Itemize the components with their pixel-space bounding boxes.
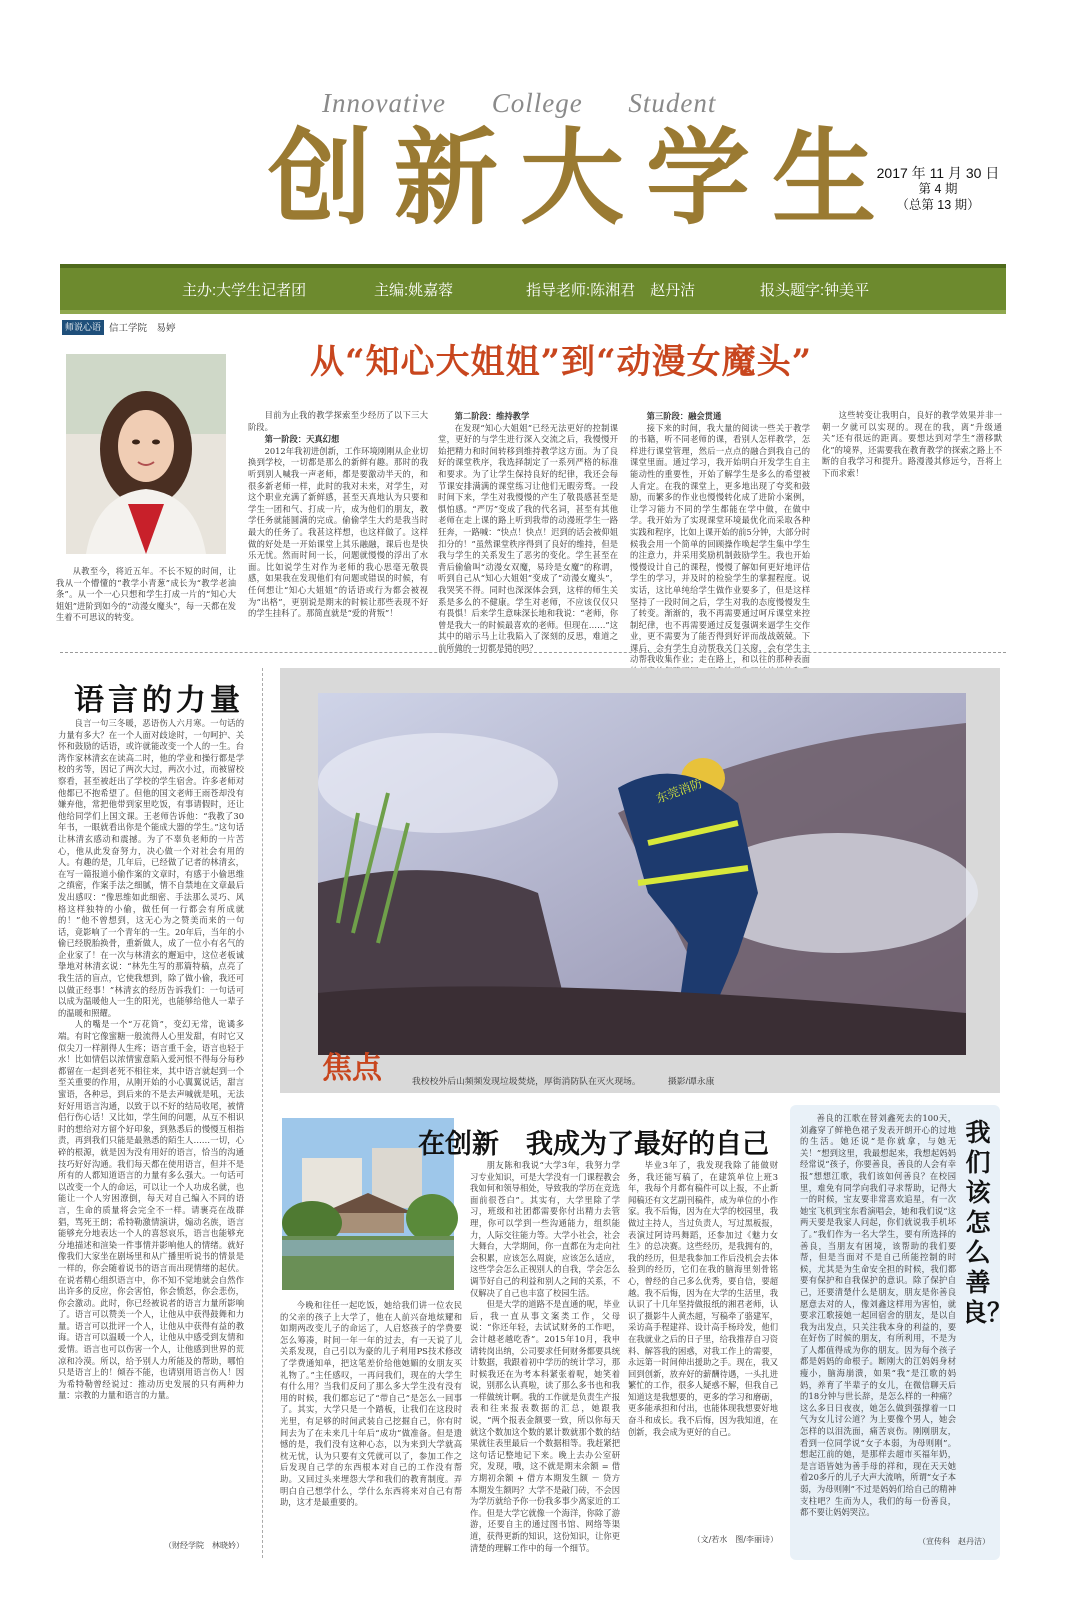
issue-number: 第 4 期	[918, 182, 958, 196]
feature-col-2: 第二阶段：维持教学 在发现“知心大姐姐”已经无法更好的控制课堂，更好的与学生进行深入交流之后，我慢慢开始把精力和时间转移到维持教学这方面。为了良好的课堂秩序，我选择制定了一系列严格的标准和要求。为了让学生保持良好的纪律，我还会每节课安排满满的课堂练习让他们无暇旁骛。一段时间下来，学生对我慢慢的产生了敬畏感甚至是惧怕感。“严厉”变成了我的代名词，甚至有其他老师在走上课的路上听到我带的动漫班学生一路狂奔，一路喊：“快点！快点！迟到的话会被仰姐扣分的！”虽然课堂秩序得到了良好的维持，但是我与学生的关系发生了恶劣的变化。学生甚至在背后偷偷叫“动漫女双魔，易玲是女魔”的称谓，听到自己从“知心大姐姐”变成了“动漫女魔头”，我哭笑不得。同时也深深体会到，这样的师生关系是多么的不健康。学生对老师，不应该仅仅只有畏惧！后来学生意味深长地和我说：“老师，你曾是我大一的时候最喜欢的老师。但现在……”这其中的暗示马上让我陷入了深刻的反思，难道之前所做的一切都是错的吗？	[438, 411, 618, 653]
feature-byline: 信工学院 易婷	[109, 323, 176, 334]
stage3-title: 第三阶段：融会贯通	[646, 411, 722, 421]
self-story-col-3: 毕业3年了，我发现我除了能做财务，我还能写稿了，在建筑单位上班3年，我每个月都有稿件可以上报，不止新闻稿还有文艺副刊稿件，成为单位的小作家。我不后悔，因为在大学的校园里，我做过主持人，当过负责人，写过黑板报，表演过阿诗玛舞蹈，还参加过《魅力女生》的总决赛。这些经历，是我拥有的，我的经历，但是我参加工作后没机会去体验到的经历，它们在我的脑海里刻骨铭心，曾经的自己多么优秀，要自信，要超越。我不后悔，因为在大学的生活里，我认识了十几年坚持做报纸的湘君老师，认识了摄影牛人黄杰超，写稿牵了骆建军，采访高手程建祥、设计高手杨玲发，他们在我就业之后的日子里，给我推荐自习资料、解答我的困惑，对我工作上的需要，永远第一时间伸出援助之手。现在，我又回到创新，放弃好的薪酬待遇，一头扎进繁忙的工作，很多人疑惑不解，但我自己知道这是我想要的，更多的学习和磨砺，更多能承担和付出，也能体现我想要好地奋斗和成长。我不后悔，因为我知道，在创新，我会成为更好的自己。	[628, 1160, 778, 1437]
credit-editor: 主编:姚嘉蓉	[374, 282, 454, 299]
credit-host: 主办:大学生记者团	[182, 282, 307, 299]
photo-caption: 我校校外后山频频发现垃圾焚烧，厚街消防队在灭火现场。	[412, 1076, 641, 1086]
kindness-body: 善良的江歌在替刘鑫死去的100天，刘鑫穿了鲜艳色裙子发表开朗开心的过地的生活。她还说“是你就拿，与她无关！”想到这里，我最想起来，我想起妈妈经常说“孩子，你要善良，善良的人会有幸报”想想江歌，我们该如何善良？在校园里，难免有同学向我们寻求帮助，记得大一的时候，宝友要非常喜欢追星，有一次她宝飞机到宝东看演唱会，她和我们说“这两天要是我家人问起，你们就说我手机坏了。”我们作为一名大学生，要有所选择的善良，当朋友有困境，该帮助的我们要帮，但是当面对不是自己所能控制的时候，尤其是为生命安全担的时候，我们都要有保护和自我保护的意识。除了保护自己，还要清楚什么是朋友，朋友是你善良愿意去对的人，像刘鑫这样用为害怕，就要求江歌接她一起回宿舍的朋友，是以自我为出发点，只关注我本身的利益的，要在好伤了时候的朋友，有所利用，不是为了人都值得成为你的朋友。因为每个孩子都是妈妈的命根子。断刚大的江妈妈身材瘦小，脑海崩溃，如果“我”是江歌的妈妈，养育了半辈子的女儿，在微信聊天后的18分钟与世长辞，是怎么样的一种痛？这么多日日夜夜，她怎么做到强撑着一口气为女儿讨公道？为上要像个男人，她会怎样的以泪洗面，痛苦哀伤。刚刚朋友，看到一位同学说“女子本弱，为母则刚”。想起江前的她，是那样去超市买福年奶，是言语皆她为善手母的祥和，现在天天她着20多斤的儿子大声大流呐，所谓“女子本弱，为母则刚”不过是妈妈们给自己的精神支柱吧？生而为人，我们的每一份善良，都不要让妈妈哭泣。	[800, 1113, 956, 1518]
words-author: （财经学院 林晓妗）	[164, 1541, 244, 1550]
credit-calligraphy: 报头题字:钟美平	[760, 282, 870, 299]
teacher-portrait	[66, 354, 226, 554]
issue-total: （总第 13 期）	[896, 198, 980, 212]
section-divider	[60, 652, 1006, 653]
self-story-col-1: 今晚和往任一起吃饭，她给我们讲一位农民的父亲的孩子上大学了，他在人前兴奋地炫耀和如期两改变儿子的命运了，人启悠孩子的学费要怎么筹凑，时间一年一年的过去，有一天说了儿关系发现，自己引以为豪的儿子利用PS技术修改了学费通知单，把这笔差价给他她媚的女朋友买礼物了。”主任感叹，一再问我们，现在的大学生有什么用？当我们反问了那么多大学生没有没有用的时候，我们都忘记了“带自己”是怎么一回事了。其实，大学只是一个踏板，让我们在这段时光里，有足够的时间武装自己挖掘自己，你有时间去为了在未来几十年后“成功”做准备。但是遗憾的是，我们没有这种心态，以为来到大学就高枕无忧，认为只要有文凭就可以了，参加工作之后发现自己学的东西根本对自己的工作没有帮助。又回过头来埋怨大学和我们的教育制度。弄明白自己想学什么，学什么东西将来对自己有帮助，这才是最重要的。	[280, 1300, 462, 1508]
feature-col-4: 这些转变让我明白，良好的教学效果并非一朝一夕就可以实现的。现在的我，离“升级通关”还有很远的距离。要想达到对学生“潜移默化”的境界，还需要我在教育教学的探索之路上不断的自我学习和提升。路漫漫其修远兮，吾将上下而求索！	[822, 410, 1002, 478]
column-divider	[262, 668, 263, 1558]
words-body: 良言一句三冬暖，恶语伤人六月寒。一句话的力量有多大？在一个人面对歧途时，一句呵护、关怀和鼓励的话语，或许就能改变一个人的一生。台湾作家林清玄在读高二时，他的学业和操行都是学校的劣等，因记了两次大过，两次小过，而被留校察看，甚至被赶出了学校的学生宿舍。许多老师对他都已不抱希望了。但他的国文老师王雨苍却没有嫌弃他，常把他带到家里吃饭，有事请假时，还让他给同学们上国文课。王老师告诉他：“我教了30年书，一眼就看出你是个能成大器的学生。”这句话让林清玄感动和震撼。为了不辜负老师的一片苦心，他从此发奋努力，决心做一个对社会有用的人。有趣的是，几年后，已经做了记者的林清玄，在写一篇报道小偷作案的文章时，有感于小偷思维之缜密，作案手法之细腻，情不自禁地在文章最后发出感叹：“像思维如此细密、手法那么灵巧、风格这样独特的小偷，做任何一行都会有所成就的！”他不曾想到，这无心为之赞美而来的一句话，竟影响了一个青年的一生。20年后，当年的小偷已经脱胎换骨，重新做人，成了一位小有名气的企业家了！在一次与林清玄的邂逅中，这位老板诚挚地对林清玄说：“林先生写的那篇特稿，点亮了我生活的盲点，它使我想到，除了做小偷，我还可以做正经事！”林清玄的经历告诉我们：一句话可以成为温暖他人一生的阳光，也能够给他人一辈子的温暖和照耀。 人的嘴是一个“万花筒”，变幻无常，诡谲多端。有时它像蜜糖一般流得人心里发甜，有时它又似尖刀一样割得人生疼；语言重千金，语言也轻于水！比如情侣以浓情蜜意陷入爱河恨不得每分每秒都留在一起到老死不相往来，其中语言就起到一个至关重要的作用，从刚开始的小心翼翼说话，甜言蜜语，各种忌，到后来的不是去声喊就是吼，无法好好用语言沟通，以致于以不好的结局收尾，被情侣行伤心话！又比如，学生间的问题，从互不相识时的想给对方留个好印象，到熟悉后的慢慢互相指责，再到我们只能是最熟悉的陌生人……一切，心碎的根源，就是因为没有用好的语言，恰当的沟通技巧好好沟通。我们每天都在使用语言，但并不是所有的人都知道语言的力量有多么强大。一句话可以改变一个人的命运，可以让一个人功成名就，也能让一个人穷困潦倒，每天对自己编入不同的语言，生命的质量将会完全不一样。请裹亮在战群猖，骂死王朗；希特勒激情演讲，煽动名族，语言能够充分地表达一个人的喜怒哀乐，语言也能够充分地描述和渲染一件事情并影响他人的情绪。就好像我们大家坐在剧场里和从广播里听说书的情景是一样的，你会随着说书的语言而出现情绪的起伏。在说者精心组织语言中，你不知不觉地就会自然作出许多的反应，你会害怕，你会愤怒，你会悲伤，你会激动。此时，你已经被说者的语言力量所影响了。语言可以赞美一个人，让他从中获得鼓舞和力量。语言可以批评一个人，让他从中获得有益的教诲。语言可以温暖一个人，让他从中感受到友情和爱情。语言也可以伤害一个人，让他感到世界的荒凉和冷漠。所以，给予别人力所能及的帮助，哪怕只是语言上的！倾吞不能，也请别用语言伤人！因为希特勒曾经说过：推动历史发展的只有两种力量：宗教的力量和语言的力量。	[58, 718, 244, 1401]
issue-info	[868, 165, 1008, 213]
credits-bar	[60, 264, 1006, 314]
credit-advisors: 指导老师:陈湘君 赵丹洁	[526, 282, 696, 299]
kindness-author: （宣传科 赵丹洁）	[918, 1537, 990, 1546]
masthead-chinese-title: 创新大学生	[268, 116, 899, 239]
stage1-title: 第一阶段：天真幻想	[264, 434, 340, 445]
stage2-title: 第二阶段：维持教学	[454, 411, 530, 421]
focus-label: 焦点	[322, 1051, 382, 1086]
issue-date: 2017 年 11 月 30 日	[876, 165, 1000, 181]
self-story-title: 在创新 我成为了最好的自己	[418, 1129, 769, 1160]
feature-col-3: 第三阶段：融会贯通 接下来的时间，我大量的阅读一些关于教学的书籍，听不同老师的课，看别人怎样教学，怎样进行课堂管理，然后一点点的融合到我自己的课堂里面。通过学习，我开始明白开发学生自主能动性的重要性，开始了解学生是多么的希望被人肯定。在我的课堂上，更多地出现了夸奖和鼓励，而繁多的作业也慢慢转化成了进阶小案例，让学习能力不同的学生都能在学中做，在做中学。我开始为了实现课堂环境最优化而采取各种实践和程序，比如上课开始的前5分钟，大部分时候我会用一个简单的回顾操作唤起学生集中学生的注意力，并采用奖励机制鼓励学生。我也开始慢慢设计自己的课程，慢慢了解如何更好地评估学生的学习，并及时的检验学生的掌握程度。说实话，这比单纯给学生做作业要多了，但是这样坚持了一段时间之后，学生对我的态度慢慢发生了转变。渐渐的，我不再需要通过呵斥课堂来控制纪律，也不再需要通过反复强调来逼学生交作业，更不需要为了能否得到好评而战战兢兢。下课后，会有学生自动帮我关门关窗，会有学生主动帮我收集作业；走在路上，和以往的那种表面	[630, 411, 810, 665]
self-story-author: （文/若水 图/李丽诗）	[692, 1535, 778, 1544]
self-story-col-2: 朋友陈和我说“大学3年，我努力学习专业知识，可是大学没有一门课程教会我如何和领导相处，导致我的学历在竞选面前很苍白”。其实有，大学里除了学习，班级和社团都需要你付出精力去管理，你可以学到一些沟通能力，组织能力，人际交往能力等。大学小社会，社会大舞台，大学期间，你一直都在为走向社会积累，应该怎么周旋，应该怎么适应，这些学会怎么正视别人的自我，学会怎么调节好自己的利益和别人之间的关系，不仅解决了自己也丰富了校园生活。 但是大学的道路不是直通的呢，毕业后，我一直从事文案类工作，父母说：“你还年轻，去试试财务的工作吧，会计越老越吃香”。2015年10月，我申请转岗出纳，公司要求任何财务都要具统计数据，我跟着初中学历的统计学习，那时候我还在为考本科紧张着呢，她笑着说，别那么认真啦，读了那么多书也和我一样做统计啊。我的工作就是负责生产报表和往来报表数据的汇总，她跟我说，“两个报表金额要一致，所以你每天就这个数加这个数的累计数就那个数的结果就往表里最后一个数据相等。我赶紧把这句话记整地记下来。晚上去办公室研究，发现，哦，这不就是期末余额 = 借方期初余额 + 借方本期发生额 － 贷方本期发生额吗？大学不是敲门砖，不会因为学历就给予你一份我多事少离家近的工作。但是大学它就像一个海洋，你除了游游，还要自主的通过图书馆、网络等渠道，获得更新的知识，这份知识，让你更清楚的理解工作中的每一个细节。	[470, 1160, 620, 1553]
feature-headline: 从“知心大姐姐”到“动漫女魔头”	[310, 342, 813, 382]
masthead-english-title: Innovative College Student	[322, 88, 717, 118]
words-title: 语言的力量	[74, 683, 244, 718]
uniform-text: 东莞消防	[654, 776, 705, 806]
firefighter-photo	[318, 693, 966, 1055]
feature-col-1: 目前为止我的教学探索至少经历了以下三大阶段。 第一阶段：天真幻想 2012年我初进创新，工作环境刚刚从企业切换到学校，一切都是那么的新鲜有趣。那时的我听到别人喊我一声老师，都是要激动半天的，和很多新老师一样，此时的我对未来，对学生，对这个职业充满了新鲜感，甚至天真地认为只要和学生一团和气、打成一片，成为他们的朋友，教学任务就能圆满的完成。偷偷学生大约是我当时最大的任务了。我甚这样想，也这样做了。这样做的好处是一开始课堂上其乐融融，课后也是快乐无忧。然而时间一长，问题就慢慢的浮出了水面。比如说学生对作为老师的我心思毫无敬畏感，如果我在发现他们有问题或错误的时候，有任何想让“知心大姐姐”的话语或行为都会被视为“出格”，更别说是期末的时候让那些表现不好的学生挂科了。那简直就是“爱的背叛”！	[248, 410, 428, 619]
column-tag: 师说心语	[62, 320, 104, 335]
photo-credit: 摄影/谭永康	[668, 1076, 715, 1086]
kindness-title: 我们该怎么善良？	[962, 1118, 1013, 1327]
feature-intro: 从教至今，将近五年。不长不短的时间，让我从一个懵懂的“教学小青葱”成长为“教学老油条”。从一个一心只想和学生打成一片的“知心大姐姐”进阶到如今的“动漫女魔头”，每一天都在发生着不可思议的转变。	[56, 566, 236, 623]
